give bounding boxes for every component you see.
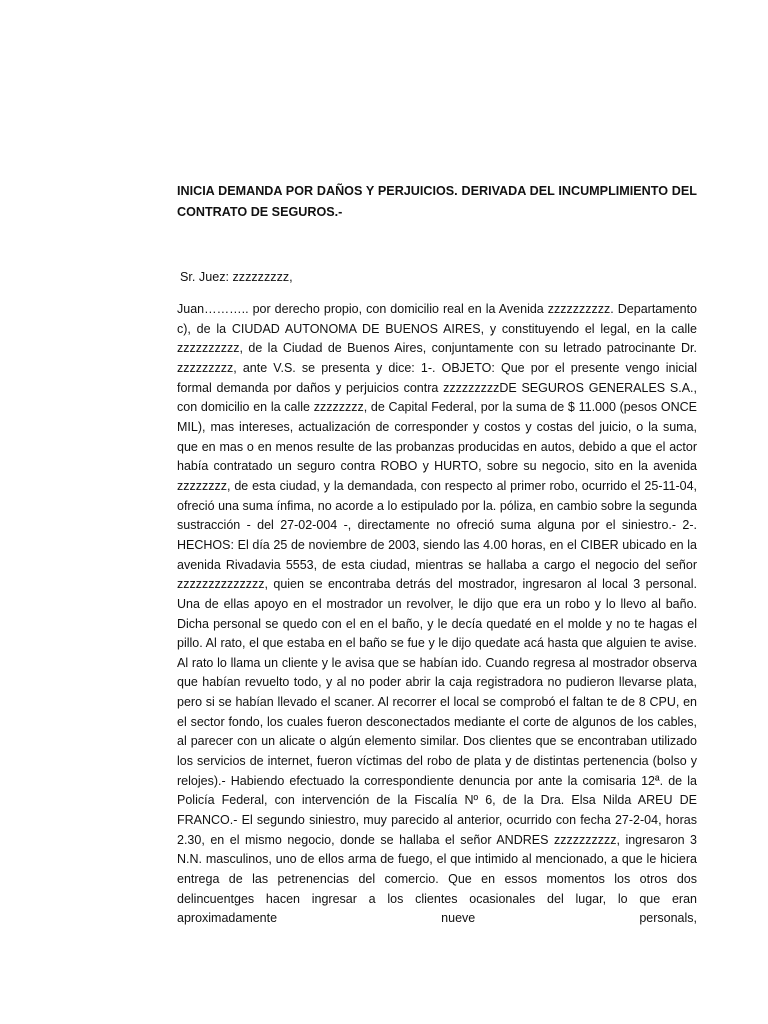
greeting-line: Sr. Juez: zzzzzzzzz, xyxy=(180,270,293,284)
document-title: INICIA DEMANDA POR DAÑOS Y PERJUICIOS. DERIVADA DEL INCUMPLIMIENTO DEL CONTRATO DE SEGUROS.- xyxy=(177,184,697,219)
body-paragraph: Juan……….. por derecho propio, con domicilio real en la Avenida zzzzzzzzzz. Departamento c), de la CIUDAD AUTONOMA DE BUENOS AIRES, y constituyendo el legal, en la calle zzzzzzzzzz, de la Ciudad de Buenos Aires, conjuntamente con su letrado patrocinante Dr. zzzzzzzzz, ante V.S. se presenta y dice: 1-. OBJETO: Que por el presente vengo inicial formal demanda por daños y perjuicios contra zzzzzzzzzDE SEGUROS GENERALES S.A., con domicilio en la calle zzzzzzzz, de Capital Federal, por la suma de $ 11.000 (pesos ONCE MIL), mas intereses, actualización de corresponder y costos y costas del juicio, o la suma, que en mas o en menos resulte de las probanzas producidas en autos, debido a que el actor había contratado un seguro contra ROBO y HURTO, sobre su negocio, sito en la avenida zzzzzzzz, de esta ciudad, y la demandada, con respecto al primer robo, ocurrido el 25-11-04, ofreció una suma ínfima, no acorde a lo estipulado por la. póliza, en cambio sobre la segunda sustracción - del 27-02-004 -, directamente no ofreció suma alguna por el siniestro.- 2-. HECHOS: El día 25 de noviembre de 2003, siendo las 4.00 horas, en el CIBER ubicado en la avenida Rivadavia 5553, de esta ciudad, mientras se hallaba a cargo el negocio del señor zzzzzzzzzzzzzz, quien se encontraba detrás del mostrador, ingresaron al local 3 personal. Una de ellas apoyo en el mostrador un revolver, le dijo que era un robo y lo llevo al baño. Dicha personal se quedo con el en el baño, y le decía quedaté en el molde y no te hagas el pillo. Al rato, el que estaba en el baño se fue y le dijo quedate acá hasta que alguien te avise. Al rato lo llama un cliente y le avisa que se habían ido. Cuando regresa al mostrador observa que habían revuelto todo, y al no poder abrir la caja registradora no pudieron llevarse plata, pero si se habían llevado el scaner. Al recorrer el local se comprobó el faltan te de 8 CPU, en el sector fondo, los cuales fueron desconectados mediante el corte de algunos de los cables, al parecer con un alicate o algún elemento similar. Dos clientes que se encontraban utilizado los servicios de internet, fueron víctimas del robo de plata y de distintas pertenencia (bolso y relojes).- Habiendo efectuado la correspondiente denuncia por ante la comisaria 12ª. de la Policía Federal, con intervención de la Fiscalía Nº 6, de la Dra. Elsa Nilda AREU DE FRANCO.- El segundo siniestro, muy parecido al anterior, ocurrido con fecha 27-2-04, horas 2.30, en el mismo negocio, donde se hallaba el señor ANDRES zzzzzzzzzz, ingresaron 3 N.N. masculinos, uno de ellos arma de fuego, el que intimido al mencionado, a que le hiciera entrega de las petrenencias del comercio. Que en essos momentos los otros dos delincuentges hacen ingresar a los clientes ocasionales del lugar, lo que eran aproximadamente nueve personals, xyxy=(177,302,697,926)
